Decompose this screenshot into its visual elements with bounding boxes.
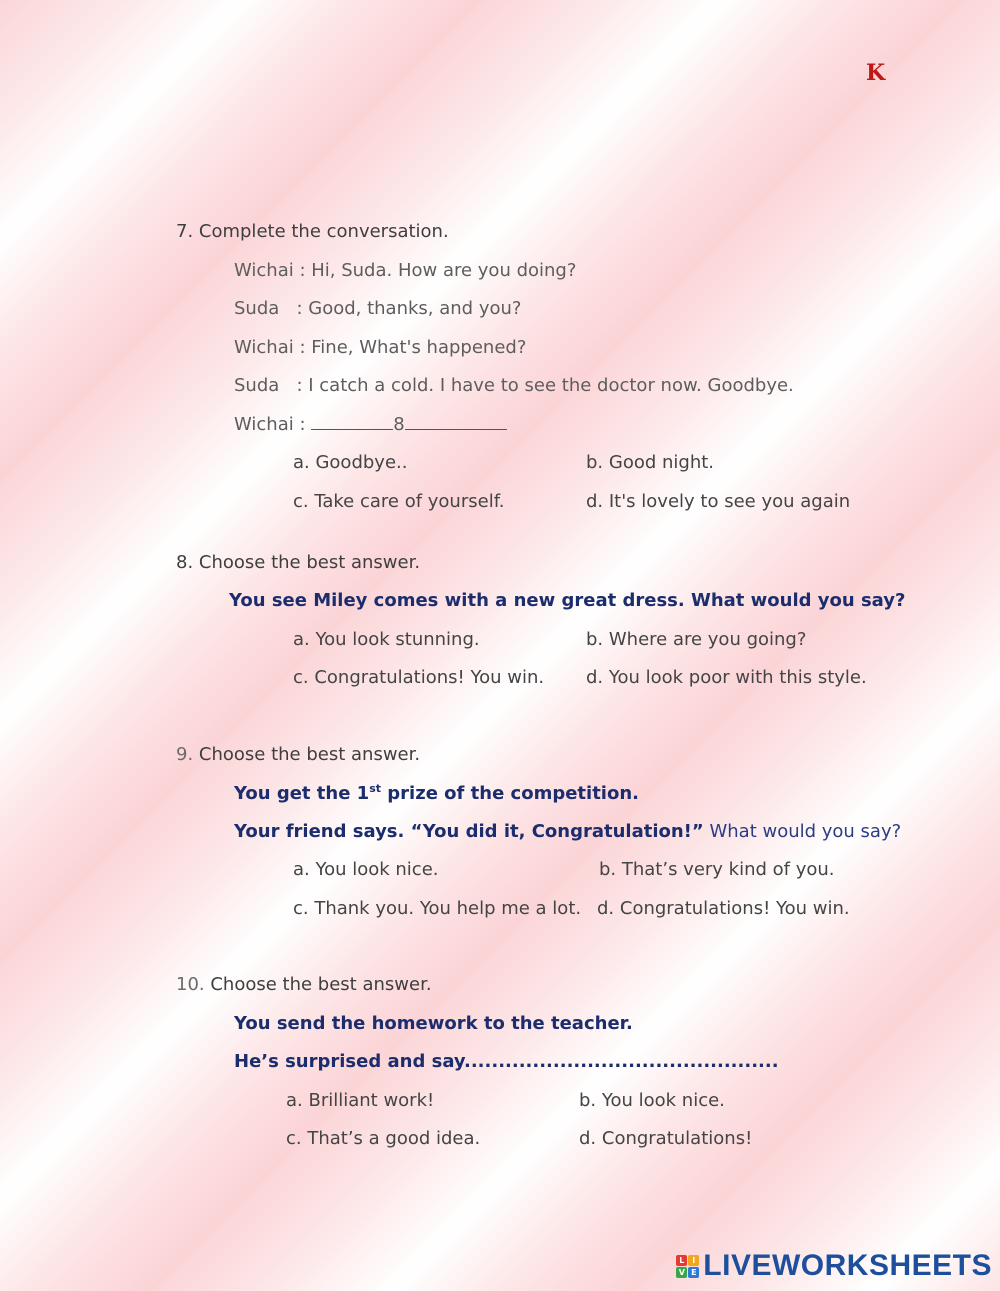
- q7-line-1: Wichai : Hi, Suda. How are you doing?: [234, 260, 577, 281]
- q7-blank-speaker: Wichai :: [234, 414, 306, 435]
- q7-title: 7. Complete the conversation.: [176, 221, 449, 242]
- q9-prompt-1-post: prize of the competition.: [381, 783, 639, 804]
- q7-option-c[interactable]: c. Take care of yourself.: [293, 491, 505, 512]
- q9-prompt-1-sup: st: [369, 782, 382, 795]
- logo-tile-v: V: [676, 1267, 687, 1278]
- q9-prompt-1-pre: You get the 1: [234, 783, 370, 804]
- q10-number: 10.: [176, 974, 205, 995]
- q9-prompt-2-tail: What would you say?: [703, 821, 902, 842]
- q10-title: [176, 974, 432, 995]
- logo-tile-l: L: [676, 1255, 687, 1266]
- q9-prompt-1: [234, 782, 639, 804]
- q10-title-text: Choose the best answer.: [204, 974, 432, 995]
- q8-option-b[interactable]: b. Where are you going?: [586, 629, 807, 650]
- q7-option-a[interactable]: a. Goodbye..: [293, 452, 408, 473]
- corner-mark: K: [866, 60, 886, 86]
- q9-number: 9.: [176, 744, 194, 765]
- q7-line-4: Suda : I catch a cold. I have to see the doctor now. Goodbye.: [234, 375, 794, 396]
- q9-option-b[interactable]: b. That’s very kind of you.: [599, 859, 835, 880]
- q8-option-d[interactable]: d. You look poor with this style.: [586, 667, 867, 688]
- q9-title-text: Choose the best answer.: [193, 744, 421, 765]
- q9-title: [176, 744, 420, 765]
- q7-option-b[interactable]: b. Good night.: [586, 452, 715, 473]
- q7-option-d[interactable]: d. It's lovely to see you again: [586, 491, 851, 512]
- q8-prompt: You see Miley comes with a new great dress. What would you say?: [229, 590, 906, 611]
- q9-option-c[interactable]: c. Thank you. You help me a lot.: [293, 898, 582, 919]
- q9-prompt-2: [234, 821, 901, 842]
- q10-option-d[interactable]: d. Congratulations!: [579, 1128, 753, 1149]
- q10-option-a[interactable]: a. Brilliant work!: [286, 1090, 435, 1111]
- logo-grid-icon: [676, 1255, 699, 1278]
- q8-option-c[interactable]: c. Congratulations! You win.: [293, 667, 545, 688]
- q10-option-b[interactable]: b. You look nice.: [579, 1090, 725, 1111]
- liveworksheets-logo: [676, 1249, 992, 1283]
- q9-prompt-2-quote: Your friend says. “You did it, Congratulation!”: [234, 821, 704, 842]
- q10-prompt-2: He’s surprised and say..............................................: [234, 1051, 779, 1072]
- brand-name: LIVEWORKSHEETS: [703, 1249, 992, 1282]
- logo-tile-e: E: [688, 1267, 699, 1278]
- q10-option-c[interactable]: c. That’s a good idea.: [286, 1128, 481, 1149]
- q8-title: 8. Choose the best answer.: [176, 552, 421, 573]
- q10-prompt-1: You send the homework to the teacher.: [234, 1013, 633, 1034]
- q7-line-3: Wichai : Fine, What's happened?: [234, 337, 527, 358]
- q9-option-a[interactable]: a. You look nice.: [293, 859, 439, 880]
- q7-blank-number: 8: [393, 414, 405, 435]
- q7-blank-line: [234, 414, 507, 435]
- q7-blank-left[interactable]: [311, 415, 393, 430]
- q9-option-d[interactable]: d. Congratulations! You win.: [597, 898, 850, 919]
- q7-blank-right[interactable]: [405, 415, 507, 430]
- q8-option-a[interactable]: a. You look stunning.: [293, 629, 480, 650]
- logo-tile-i: I: [688, 1255, 699, 1266]
- q7-line-2: Suda : Good, thanks, and you?: [234, 298, 522, 319]
